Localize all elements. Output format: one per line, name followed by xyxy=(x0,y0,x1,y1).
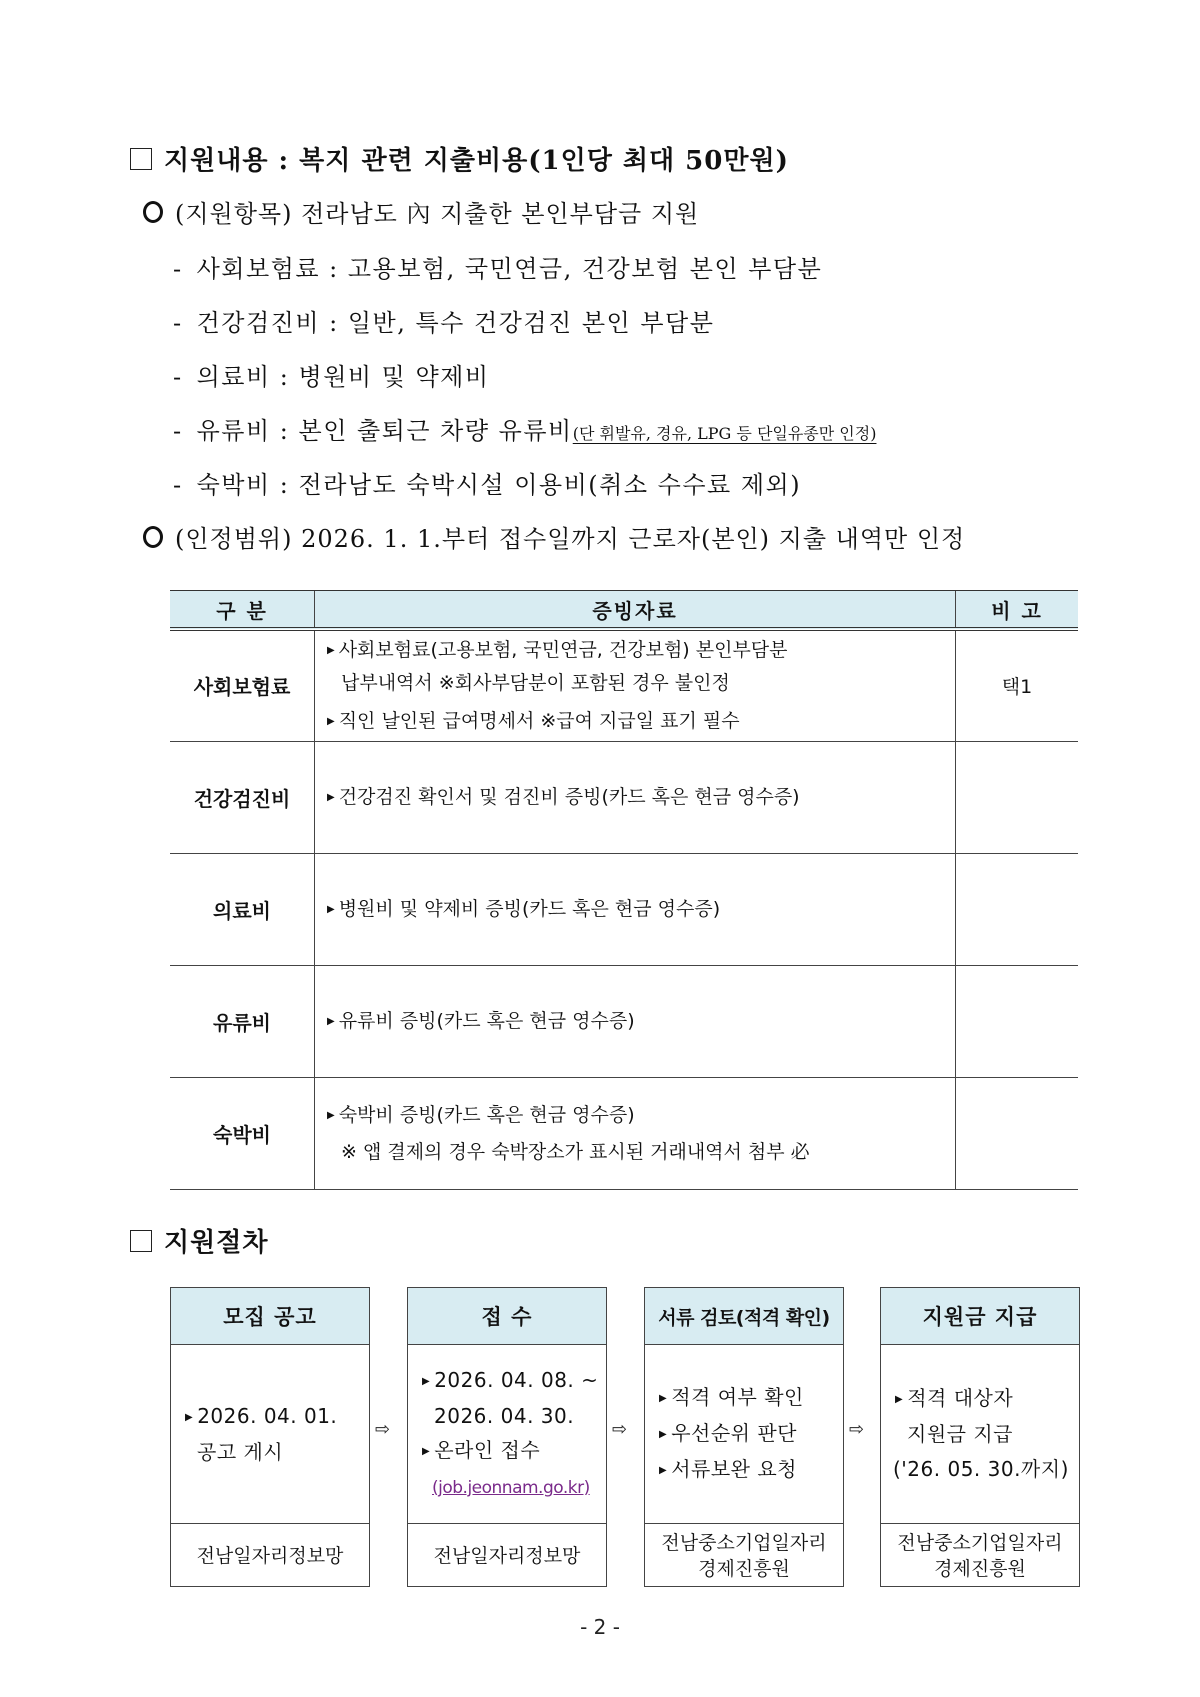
evidence-table xyxy=(170,590,1078,1190)
table-header-row xyxy=(170,591,1078,630)
evidence-line: 숙박비 증빙(카드 혹은 현금 영수증) xyxy=(338,1103,635,1126)
triangle-bullet-icon: ▶ xyxy=(327,791,335,803)
step-body xyxy=(171,1345,369,1524)
step-body xyxy=(881,1345,1079,1524)
step-line: 우선순위 판단 xyxy=(671,1421,797,1445)
step-org: 전남일자리정보망 xyxy=(196,1544,344,1567)
row-note xyxy=(956,741,1079,853)
table-row xyxy=(170,741,1078,853)
step-org: 경제진흥원 xyxy=(698,1557,790,1580)
circle-bullet-icon xyxy=(143,526,163,548)
arrow-right-icon: ⇨ xyxy=(849,1419,865,1440)
section-heading-support-content xyxy=(130,140,789,177)
arrow-right-icon: ⇨ xyxy=(612,1419,628,1440)
row-note xyxy=(956,853,1079,965)
row-category: 의료비 xyxy=(170,853,315,965)
evidence-line: 병원비 및 약제비 증빙(카드 혹은 현금 영수증) xyxy=(338,897,721,920)
fuel-note: (단 휘발유, 경유, LPG 등 단일유종만 인정) xyxy=(572,424,877,443)
row-evidence xyxy=(315,965,956,1077)
row-category: 유류비 xyxy=(170,965,315,1077)
step-line: 온라인 접수 xyxy=(434,1438,541,1462)
support-items-heading xyxy=(143,194,699,229)
step-header: 지원금 지급 xyxy=(881,1288,1079,1345)
step-org: 전남중소기업일자리 xyxy=(661,1531,827,1554)
step-line: 서류보완 요청 xyxy=(671,1457,797,1481)
evidence-line: 유류비 증빙(카드 혹은 현금 영수증) xyxy=(338,1009,635,1032)
evidence-line: 건강검진 확인서 및 검진비 증빙(카드 혹은 현금 영수증) xyxy=(338,785,800,808)
triangle-bullet-icon: ▶ xyxy=(422,1446,431,1457)
triangle-bullet-icon: ▶ xyxy=(327,1109,335,1121)
row-evidence xyxy=(315,629,956,741)
step-org: 전남일자리정보망 xyxy=(433,1544,581,1567)
step-line: 공고 게시 xyxy=(197,1439,284,1464)
evidence-line: 직인 날인된 급여명세서 ※급여 지급일 표기 필수 xyxy=(338,709,740,732)
row-category: 건강검진비 xyxy=(170,741,315,853)
step-body xyxy=(645,1345,843,1524)
support-item-label: 사회보험료 : 고용보험, 국민연금, 건강보험 본인 부담분 xyxy=(196,255,823,283)
header-category: 구 분 xyxy=(170,591,315,630)
support-item: - 숙박비 : 전라남도 숙박시설 이용비(취소 수수료 제외) xyxy=(173,471,802,499)
step-footer xyxy=(171,1524,369,1587)
table-row xyxy=(170,629,1078,741)
step-footer xyxy=(881,1524,1079,1587)
scope-text: (인정범위) 2026. 1. 1.부터 접수일까지 근로자(본인) 지출 내역만 인정 xyxy=(175,525,966,553)
step-line: 적격 여부 확인 xyxy=(671,1385,804,1409)
arrow-right-icon: ⇨ xyxy=(375,1419,391,1440)
support-item-label: 건강검진비 : 일반, 특수 건강검진 본인 부담분 xyxy=(196,309,715,337)
checkbox-icon xyxy=(130,148,152,170)
procedure-step-payment xyxy=(880,1287,1080,1587)
procedure-step-review xyxy=(644,1287,844,1587)
triangle-bullet-icon: ▶ xyxy=(659,1429,668,1440)
row-note xyxy=(956,965,1079,1077)
table-row xyxy=(170,965,1078,1077)
step-org: 전남중소기업일자리 xyxy=(897,1531,1063,1554)
triangle-bullet-icon: ▶ xyxy=(327,644,335,656)
procedure-step-application xyxy=(407,1287,607,1587)
row-category: 사회보험료 xyxy=(170,629,315,741)
row-note xyxy=(956,1077,1079,1189)
step-header: 접 수 xyxy=(408,1288,606,1345)
evidence-line: 사회보험료(고용보험, 국민연금, 건강보험) 본인부담분 xyxy=(338,638,788,661)
step-header: 모집 공고 xyxy=(171,1288,369,1345)
step-body xyxy=(408,1345,606,1524)
triangle-bullet-icon: ▶ xyxy=(659,1465,668,1476)
step-line: 2026. 04. 01. xyxy=(197,1403,338,1428)
page-number: - 2 - xyxy=(580,1615,620,1639)
evidence-line: ※ 앱 결제의 경우 숙박장소가 표시된 거래내역서 첨부 必 xyxy=(341,1140,810,1163)
step-footer xyxy=(408,1524,606,1587)
triangle-bullet-icon: ▶ xyxy=(185,1411,194,1423)
evidence-line: 납부내역서 ※회사부담분이 포함된 경우 불인정 xyxy=(341,671,730,694)
step-line: 지원금 지급 xyxy=(907,1422,1013,1446)
section-heading-procedure xyxy=(130,1222,268,1259)
support-item-label: 숙박비 : 전라남도 숙박시설 이용비(취소 수수료 제외) xyxy=(196,471,802,499)
support-item: - 의료비 : 병원비 및 약제비 xyxy=(173,363,490,391)
step-footer xyxy=(645,1524,843,1587)
row-category: 숙박비 xyxy=(170,1077,315,1189)
support-item-label: 유류비 : 본인 출퇴근 차량 유류비 xyxy=(196,417,573,445)
row-note: 택1 xyxy=(956,629,1079,741)
checkbox-icon xyxy=(130,1230,152,1252)
step-line: 2026. 04. 08. ~ xyxy=(434,1368,599,1392)
header-note: 비 고 xyxy=(956,591,1079,630)
triangle-bullet-icon: ▶ xyxy=(422,1376,431,1387)
support-item: - 건강검진비 : 일반, 특수 건강검진 본인 부담분 xyxy=(173,309,715,337)
header-evidence: 증빙자료 xyxy=(315,591,956,630)
section-title: 지원내용 : 복지 관련 지출비용(1인당 최대 50만원) xyxy=(164,146,789,176)
support-item: - 유류비 : 본인 출퇴근 차량 유류비(단 휘발유, 경유, LPG 등 단일유종만 인정) xyxy=(173,417,877,445)
step-line: ('26. 05. 30.까지) xyxy=(893,1457,1069,1481)
circle-bullet-icon xyxy=(143,201,163,223)
step-header: 서류 검토(적격 확인) xyxy=(645,1288,843,1345)
row-evidence xyxy=(315,1077,956,1189)
triangle-bullet-icon: ▶ xyxy=(327,1015,335,1027)
procedure-step-announcement xyxy=(170,1287,370,1587)
section-title: 지원절차 xyxy=(164,1228,269,1258)
step-org: 경제진흥원 xyxy=(934,1557,1026,1580)
triangle-bullet-icon: ▶ xyxy=(327,715,335,727)
support-item-label: 의료비 : 병원비 및 약제비 xyxy=(196,363,490,391)
recognition-scope xyxy=(143,519,965,554)
table-row xyxy=(170,853,1078,965)
support-item: - 사회보험료 : 고용보험, 국민연금, 건강보험 본인 부담분 xyxy=(173,255,823,283)
triangle-bullet-icon: ▶ xyxy=(659,1393,668,1404)
application-site-link[interactable]: (job.jeonnam.go.kr) xyxy=(432,1478,590,1498)
row-evidence xyxy=(315,741,956,853)
table-row xyxy=(170,1077,1078,1189)
triangle-bullet-icon: ▶ xyxy=(327,903,335,915)
row-evidence xyxy=(315,853,956,965)
triangle-bullet-icon: ▶ xyxy=(895,1394,904,1405)
step-line: 적격 대상자 xyxy=(907,1386,1014,1410)
items-heading-text: (지원항목) 전라남도 內 지출한 본인부담금 지원 xyxy=(175,200,700,228)
step-line: 2026. 04. 30. xyxy=(434,1404,575,1428)
